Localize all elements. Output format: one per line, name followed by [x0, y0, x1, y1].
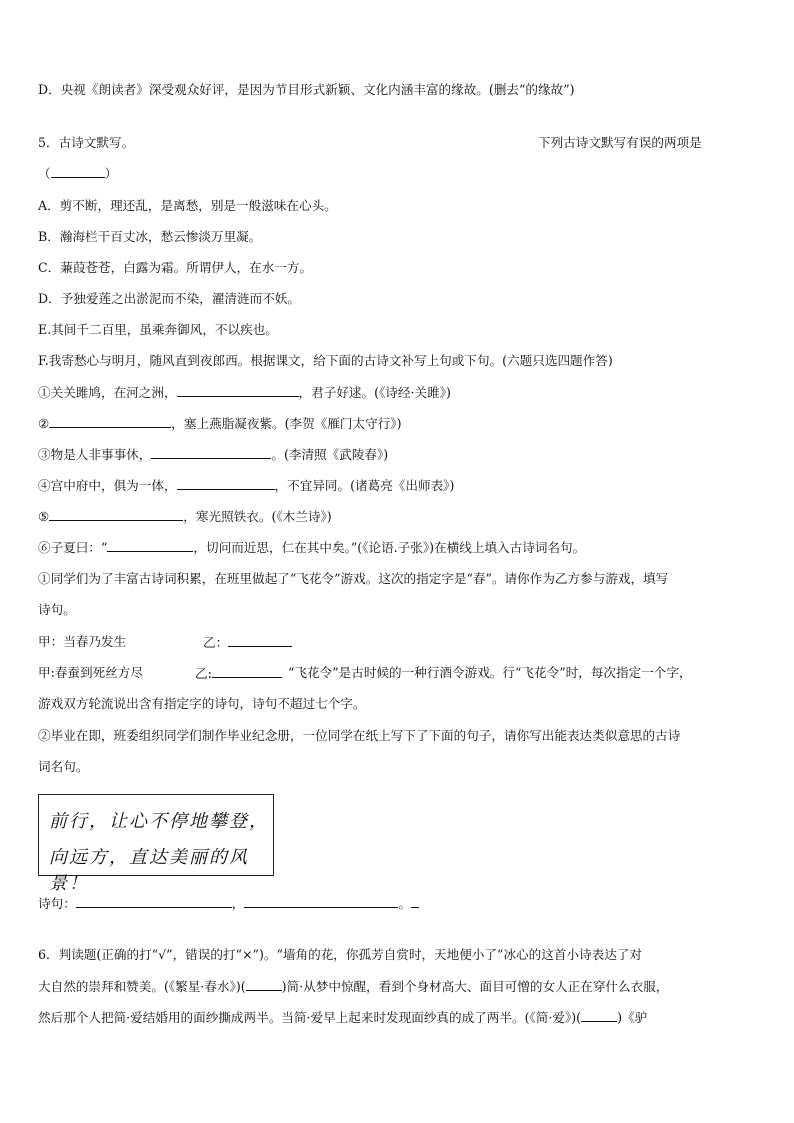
feihualing-note: “飞花令”是古时候的一种行酒令游戏。行“飞花令”时，每次指定一个字，: [288, 665, 692, 680]
answer-paren: （ ）: [38, 166, 118, 181]
underline-tail: [411, 894, 419, 908]
fill-item-5: ⑤ ，寒光照铁衣。(《木兰诗》): [38, 509, 332, 524]
option-a: A．剪不断，理还乱，是离愁，别是一般滋味在心头。: [38, 198, 337, 213]
option-e: E.其间千二百里，虽乘奔御风，不以疾也。: [38, 322, 278, 337]
question-6-line-2: 大自然的崇拜和赞美。(《繁星·春水》)( )简·从梦中惊醒，看到个身材高大、面目可憎的女人正在穿什么衣服，: [38, 979, 669, 994]
fill-blank[interactable]: [151, 445, 271, 459]
jia-line-2: 甲:春蚕到死丝方尽: [38, 665, 143, 680]
handwriting-box: [38, 794, 274, 894]
yi-line-2: 乙:: [195, 664, 282, 683]
question-6-line-1: 6．判读题(正确的打“√”，错误的打“×”)。“墙角的花，你孤芳自赏时，天地便小了”冰心的这首小诗表达了对: [38, 947, 642, 962]
question-5-title: 5．古诗文默写。: [38, 135, 135, 150]
judge-blank[interactable]: [246, 977, 282, 991]
fill-blank[interactable]: [107, 538, 193, 552]
poem-blank-2[interactable]: [244, 894, 398, 908]
option-b: B．瀚海栏干百丈冰，愁云惨淡万里凝。: [38, 229, 262, 244]
question-6-line-3: 然后那个人把简·爱结婚用的面纱撕成两半。当简·爱早上起来时发现面纱真的成了两半。(《简·爱》)( )《驴: [38, 1010, 648, 1025]
fill-blank[interactable]: [177, 476, 275, 490]
option-d-text: D．央视《朗读者》深受观众好评，是因为节目形式新颖、文化内涵丰富的缘故。(删去“的缘故”): [38, 82, 575, 97]
fill-item-6: ⑥子夏曰：“ ，切问而近思，仁在其中矣。”(《论语.子张》)在横线上填入古诗词名句。: [38, 540, 586, 555]
sub-question-2-cont: 词名句。: [38, 759, 89, 774]
fill-item-1: ①关关雎鸠，在河之洲， ，君子好逑。(《诗经·关雎》): [38, 385, 451, 400]
yi-answer-blank[interactable]: [228, 633, 292, 647]
fill-blank[interactable]: [49, 414, 171, 428]
judge-blank[interactable]: [581, 1008, 617, 1022]
question-5-prompt: 下列古诗文默写有误的两项是: [538, 135, 702, 150]
sub-question-1-cont: 诗句。: [38, 602, 76, 617]
option-d: D．予独爱莲之出淤泥而不染，濯清涟而不妖。: [38, 291, 300, 306]
poem-blank-1[interactable]: [76, 894, 232, 908]
fill-item-2: ② ，塞上燕脂凝夜紫。(李贺《雁门太守行》): [38, 416, 402, 431]
option-f: F.我寄愁心与明月，随风直到夜郎西。根据课文，给下面的古诗文补写上句或下句。(六题只选四题作答): [38, 353, 613, 368]
yi-answer-blank[interactable]: [212, 664, 282, 678]
handwriting-line-1: 前行，让心不停地攀登，: [49, 811, 269, 832]
poem-answer-line: 诗句： ， 。: [38, 894, 419, 913]
sub-question-2: ②毕业在即，班委组织同学们制作毕业纪念册，一位同学在纸上写下了下面的句子，请你写出能表达类似意思的古诗: [38, 728, 681, 743]
yi-line-1: 乙：: [203, 633, 292, 652]
feihualing-note-cont: 游戏双方轮流说出含有指定字的诗句，诗句不超过七个字。: [38, 696, 366, 711]
sub-question-1: ①同学们为了丰富古诗词积累，在班里做起了“飞花令”游戏。这次的指定字是“春”。请你作为乙方参与游戏，填写: [38, 571, 669, 586]
answer-blank[interactable]: [51, 164, 105, 178]
option-c: C．蒹葭苍苍，白露为霜。所谓伊人，在水一方。: [38, 260, 313, 275]
fill-item-4: ④宫中府中，俱为一体， ，不宜异同。(诸葛亮《出师表》): [38, 478, 455, 493]
fill-blank[interactable]: [49, 507, 183, 521]
jia-line-1: 甲：当春乃发生: [38, 634, 127, 649]
handwriting-line-2: 向远方，直达美丽的风景！: [49, 847, 249, 894]
fill-item-3: ③物是人非事事休， 。(李清照《武陵春》): [38, 447, 389, 462]
fill-blank[interactable]: [177, 383, 299, 397]
